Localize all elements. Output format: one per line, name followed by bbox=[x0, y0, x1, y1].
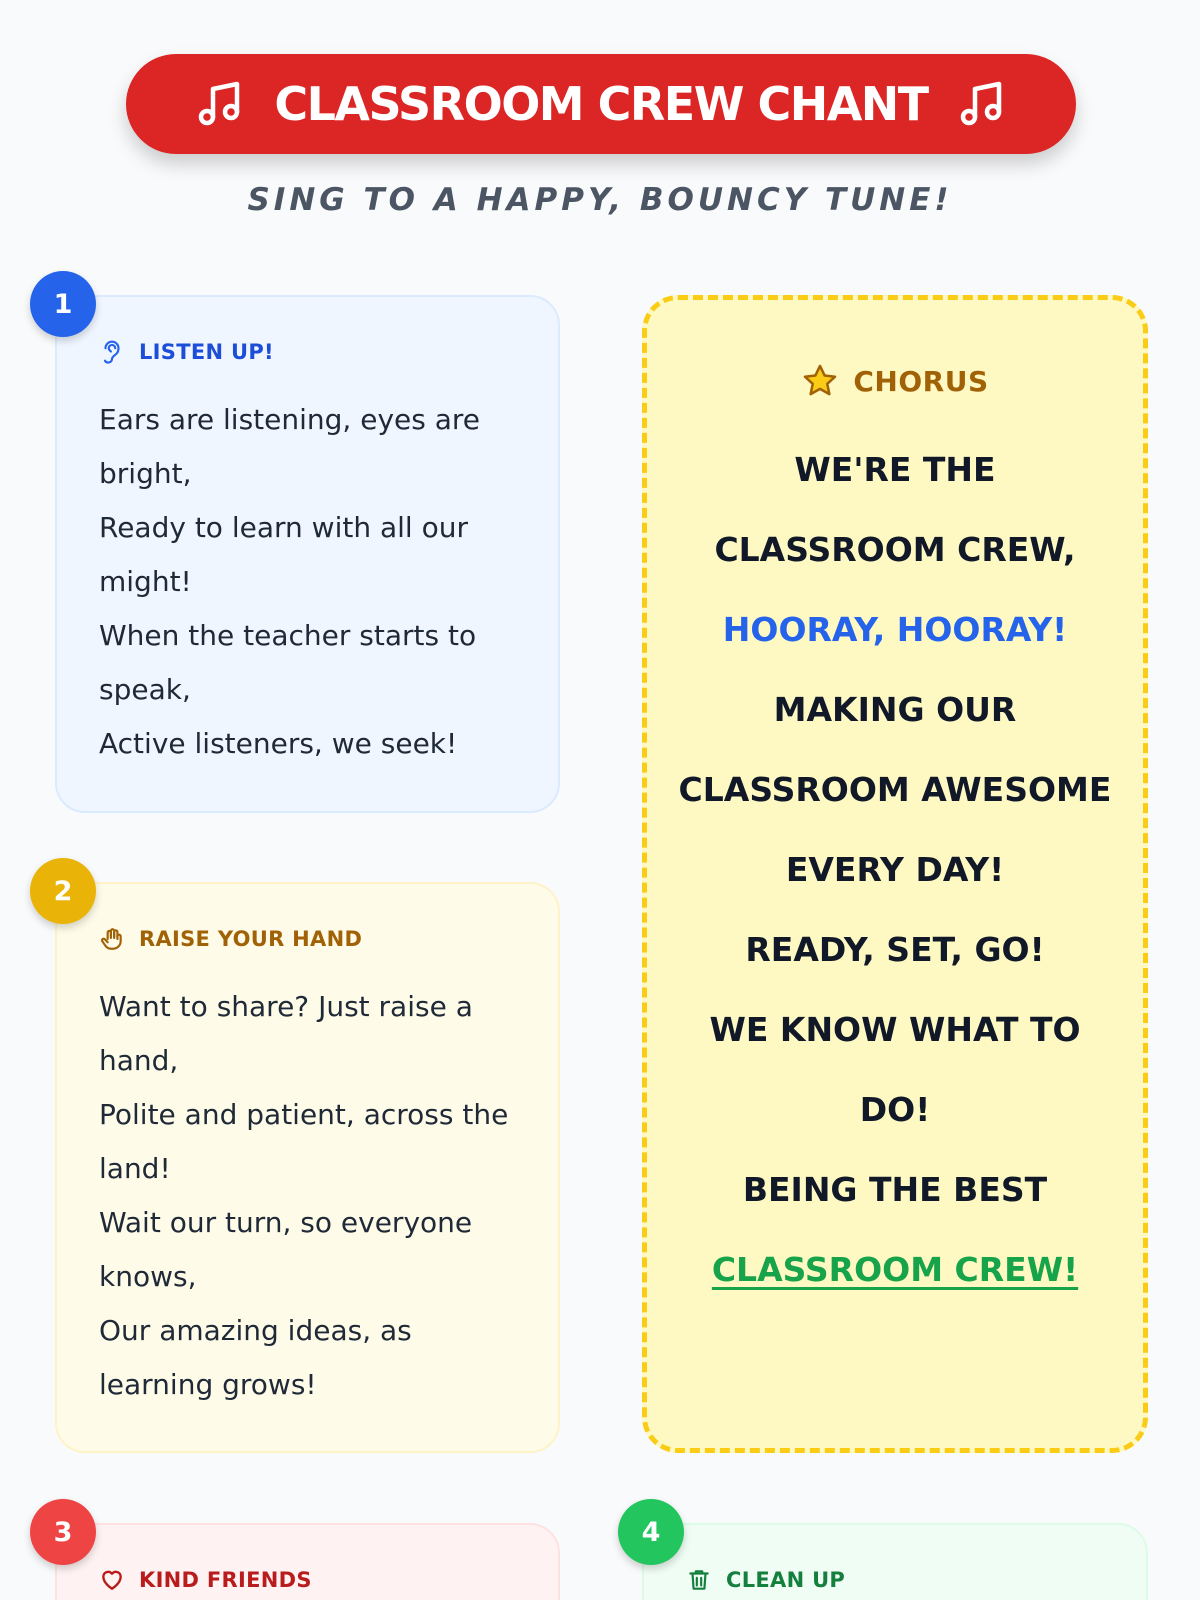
verse-header bbox=[99, 337, 518, 367]
verse-card-raise-your-hand bbox=[55, 882, 560, 1453]
lyric-line: Our amazing ideas, as learning grows! bbox=[99, 1314, 412, 1401]
chorus-label: CHORUS bbox=[853, 364, 989, 398]
verse-number-badge: 2 bbox=[30, 858, 96, 924]
verse-card-kind-friends bbox=[55, 1523, 560, 1600]
chorus-line: MAKING OUR CLASSROOM AWESOME EVERY DAY! bbox=[678, 690, 1112, 889]
page-title: CLASSROOM CREW CHANT bbox=[274, 77, 928, 131]
chorus-card bbox=[642, 295, 1148, 1453]
verse-card-clean-up bbox=[642, 1523, 1148, 1600]
verse-label: RAISE YOUR HAND bbox=[139, 927, 363, 951]
chorus-line-highlight: CLASSROOM CREW! bbox=[711, 1250, 1079, 1289]
lyric-line: Wait our turn, so everyone knows, bbox=[99, 1206, 473, 1293]
title-banner bbox=[126, 54, 1076, 154]
lyric-line: Ready to learn with all our might! bbox=[99, 511, 468, 598]
lyric-line: Ears are listening, eyes are bright, bbox=[99, 403, 481, 490]
hand-icon bbox=[99, 926, 125, 952]
page-subtitle: SING TO A HAPPY, BOUNCY TUNE! bbox=[247, 182, 953, 218]
verse-label: CLEAN UP bbox=[726, 1568, 846, 1592]
chorus-line: WE KNOW WHAT TO DO! bbox=[709, 1010, 1081, 1129]
verse-number-badge: 3 bbox=[30, 1499, 96, 1565]
chorus-line-highlight: HOORAY, HOORAY! bbox=[722, 610, 1068, 649]
verse-header bbox=[99, 924, 518, 954]
verse-label: LISTEN UP! bbox=[139, 340, 274, 364]
trash-icon bbox=[686, 1567, 712, 1593]
verse-header bbox=[99, 1565, 518, 1595]
chorus-line: READY, SET, GO! bbox=[745, 930, 1045, 969]
chorus-line: BEING THE BEST bbox=[742, 1170, 1048, 1209]
lyric-line: Active listeners, we seek! bbox=[99, 727, 458, 760]
music-note-icon bbox=[196, 79, 244, 129]
chorus-line: WE'RE THE CLASSROOM CREW, bbox=[714, 450, 1076, 569]
verse-label: KIND FRIENDS bbox=[139, 1568, 312, 1592]
verse-header bbox=[686, 1565, 1106, 1595]
star-icon bbox=[801, 362, 839, 400]
chorus-lyrics bbox=[647, 430, 1143, 1310]
chorus-text bbox=[675, 430, 1115, 1310]
lyric-line: Polite and patient, across the land! bbox=[99, 1098, 509, 1185]
heart-icon bbox=[99, 1567, 125, 1593]
music-note-icon bbox=[958, 79, 1006, 129]
verse-number-badge: 4 bbox=[618, 1499, 684, 1565]
chorus-header bbox=[647, 362, 1143, 400]
ear-icon bbox=[99, 339, 125, 365]
lyric-line: Want to share? Just raise a hand, bbox=[99, 990, 473, 1077]
verse-number-badge: 1 bbox=[30, 271, 96, 337]
lyric-line: When the teacher starts to speak, bbox=[99, 619, 477, 706]
verse-card-listen-up bbox=[55, 295, 560, 813]
